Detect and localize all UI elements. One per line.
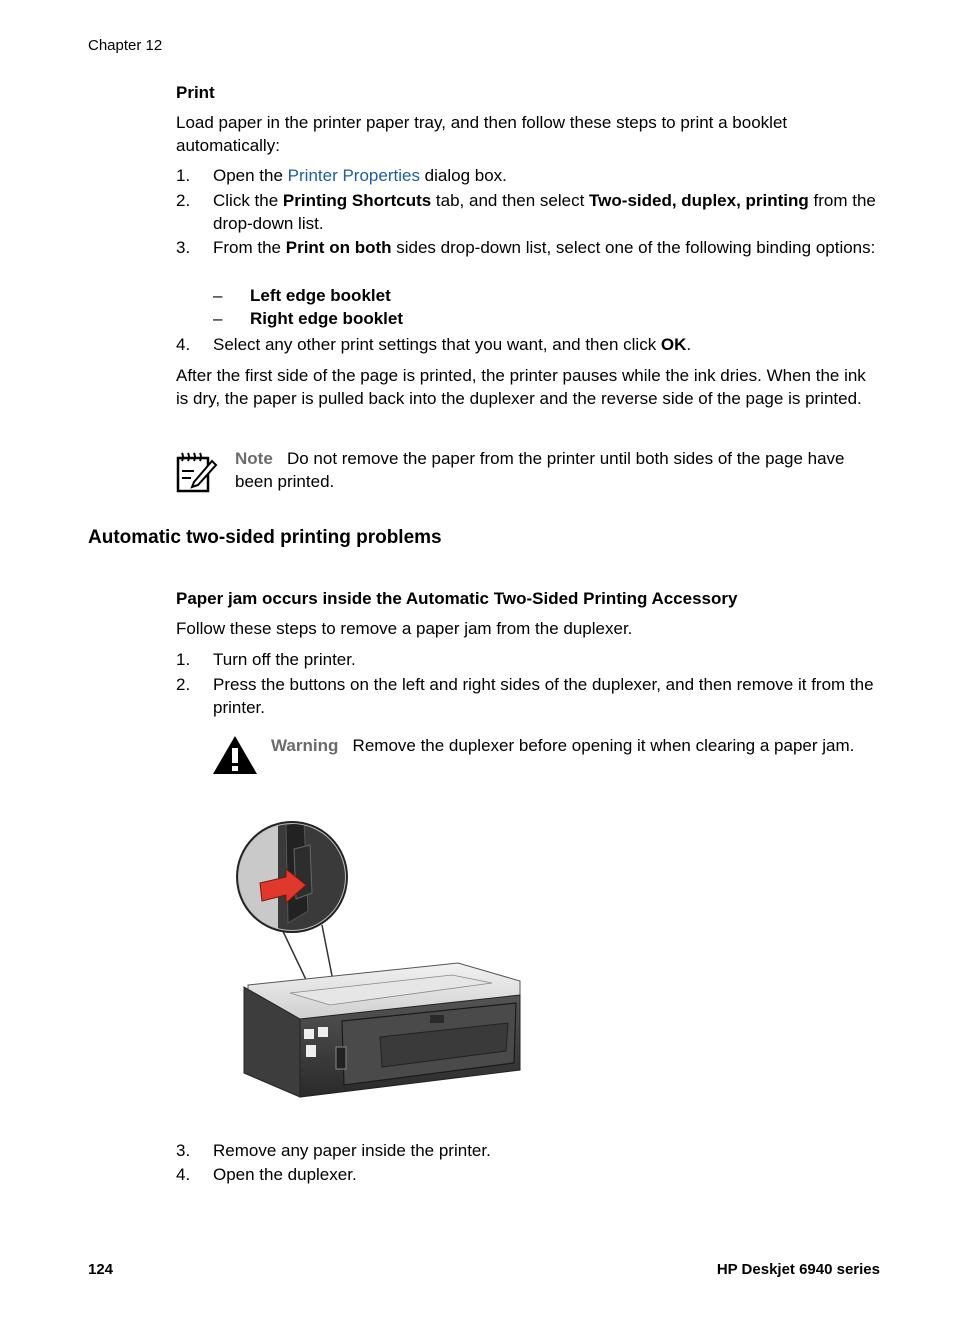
printer-properties-link[interactable]: Printer Properties xyxy=(287,166,420,185)
print-after-text: After the first side of the page is printed, the printer pauses while the ink dries. When the ink is dry, the paper is pulled back into the duplexer and the reverse side of the page is printed. xyxy=(176,366,866,408)
page-number: 124 xyxy=(88,1261,114,1278)
step-number: 1. xyxy=(176,166,191,185)
step-number: 4. xyxy=(176,335,191,354)
list-item xyxy=(176,334,882,357)
list-item xyxy=(176,649,882,672)
step-text: Press the buttons on the left and right sides of the duplexer, and then remove it from the printer. xyxy=(213,675,874,717)
step-number: 3. xyxy=(176,238,191,257)
step-number: 2. xyxy=(176,191,191,210)
step-text: Select any other print settings that you want, and then click OK. xyxy=(213,335,692,354)
list-item xyxy=(176,165,882,188)
list-item xyxy=(176,237,882,283)
list-item xyxy=(176,190,882,236)
section-heading-problems: Automatic two-sided printing problems xyxy=(88,527,442,548)
step-text: Open the Printer Properties dialog box. xyxy=(213,166,507,185)
warning-label: Warning xyxy=(271,736,339,755)
step-number: 4. xyxy=(176,1165,191,1184)
warning-icon xyxy=(211,734,259,776)
step-number: 2. xyxy=(176,675,191,694)
list-item xyxy=(176,1140,882,1163)
step-text: Open the duplexer. xyxy=(213,1165,357,1184)
section-heading-print: Print xyxy=(176,83,215,102)
step-number: 3. xyxy=(176,1141,191,1160)
list-item xyxy=(176,1164,882,1187)
step-text: Remove any paper inside the printer. xyxy=(213,1141,491,1160)
step-text: Turn off the printer. xyxy=(213,650,356,669)
step-text: From the Print on both sides drop-down list, select one of the following binding options: xyxy=(213,238,876,257)
printer-duplexer-illustration xyxy=(230,815,526,1105)
print-intro: Load paper in the printer paper tray, and then follow these steps to print a booklet automatically: xyxy=(176,113,788,155)
subsection-heading-paper-jam: Paper jam occurs inside the Automatic Two-Sided Printing Accessory xyxy=(176,589,738,608)
step-text: Click the Printing Shortcuts tab, and then select Two-sided, duplex, printing from the drop-down list. xyxy=(213,191,876,233)
step-number: 1. xyxy=(176,650,191,669)
paper-jam-intro: Follow these steps to remove a paper jam from the duplexer. xyxy=(176,619,633,638)
chapter-header: Chapter 12 xyxy=(88,37,163,54)
product-name: HP Deskjet 6940 series xyxy=(716,1261,880,1278)
note-label: Note xyxy=(235,449,273,468)
note-icon xyxy=(174,449,220,495)
warning-text: Warning Remove the duplexer before opening it when clearing a paper jam. xyxy=(271,736,855,755)
note-text: Note Do not remove the paper from the printer until both sides of the page have been printed. xyxy=(235,449,845,491)
list-item xyxy=(176,674,882,720)
